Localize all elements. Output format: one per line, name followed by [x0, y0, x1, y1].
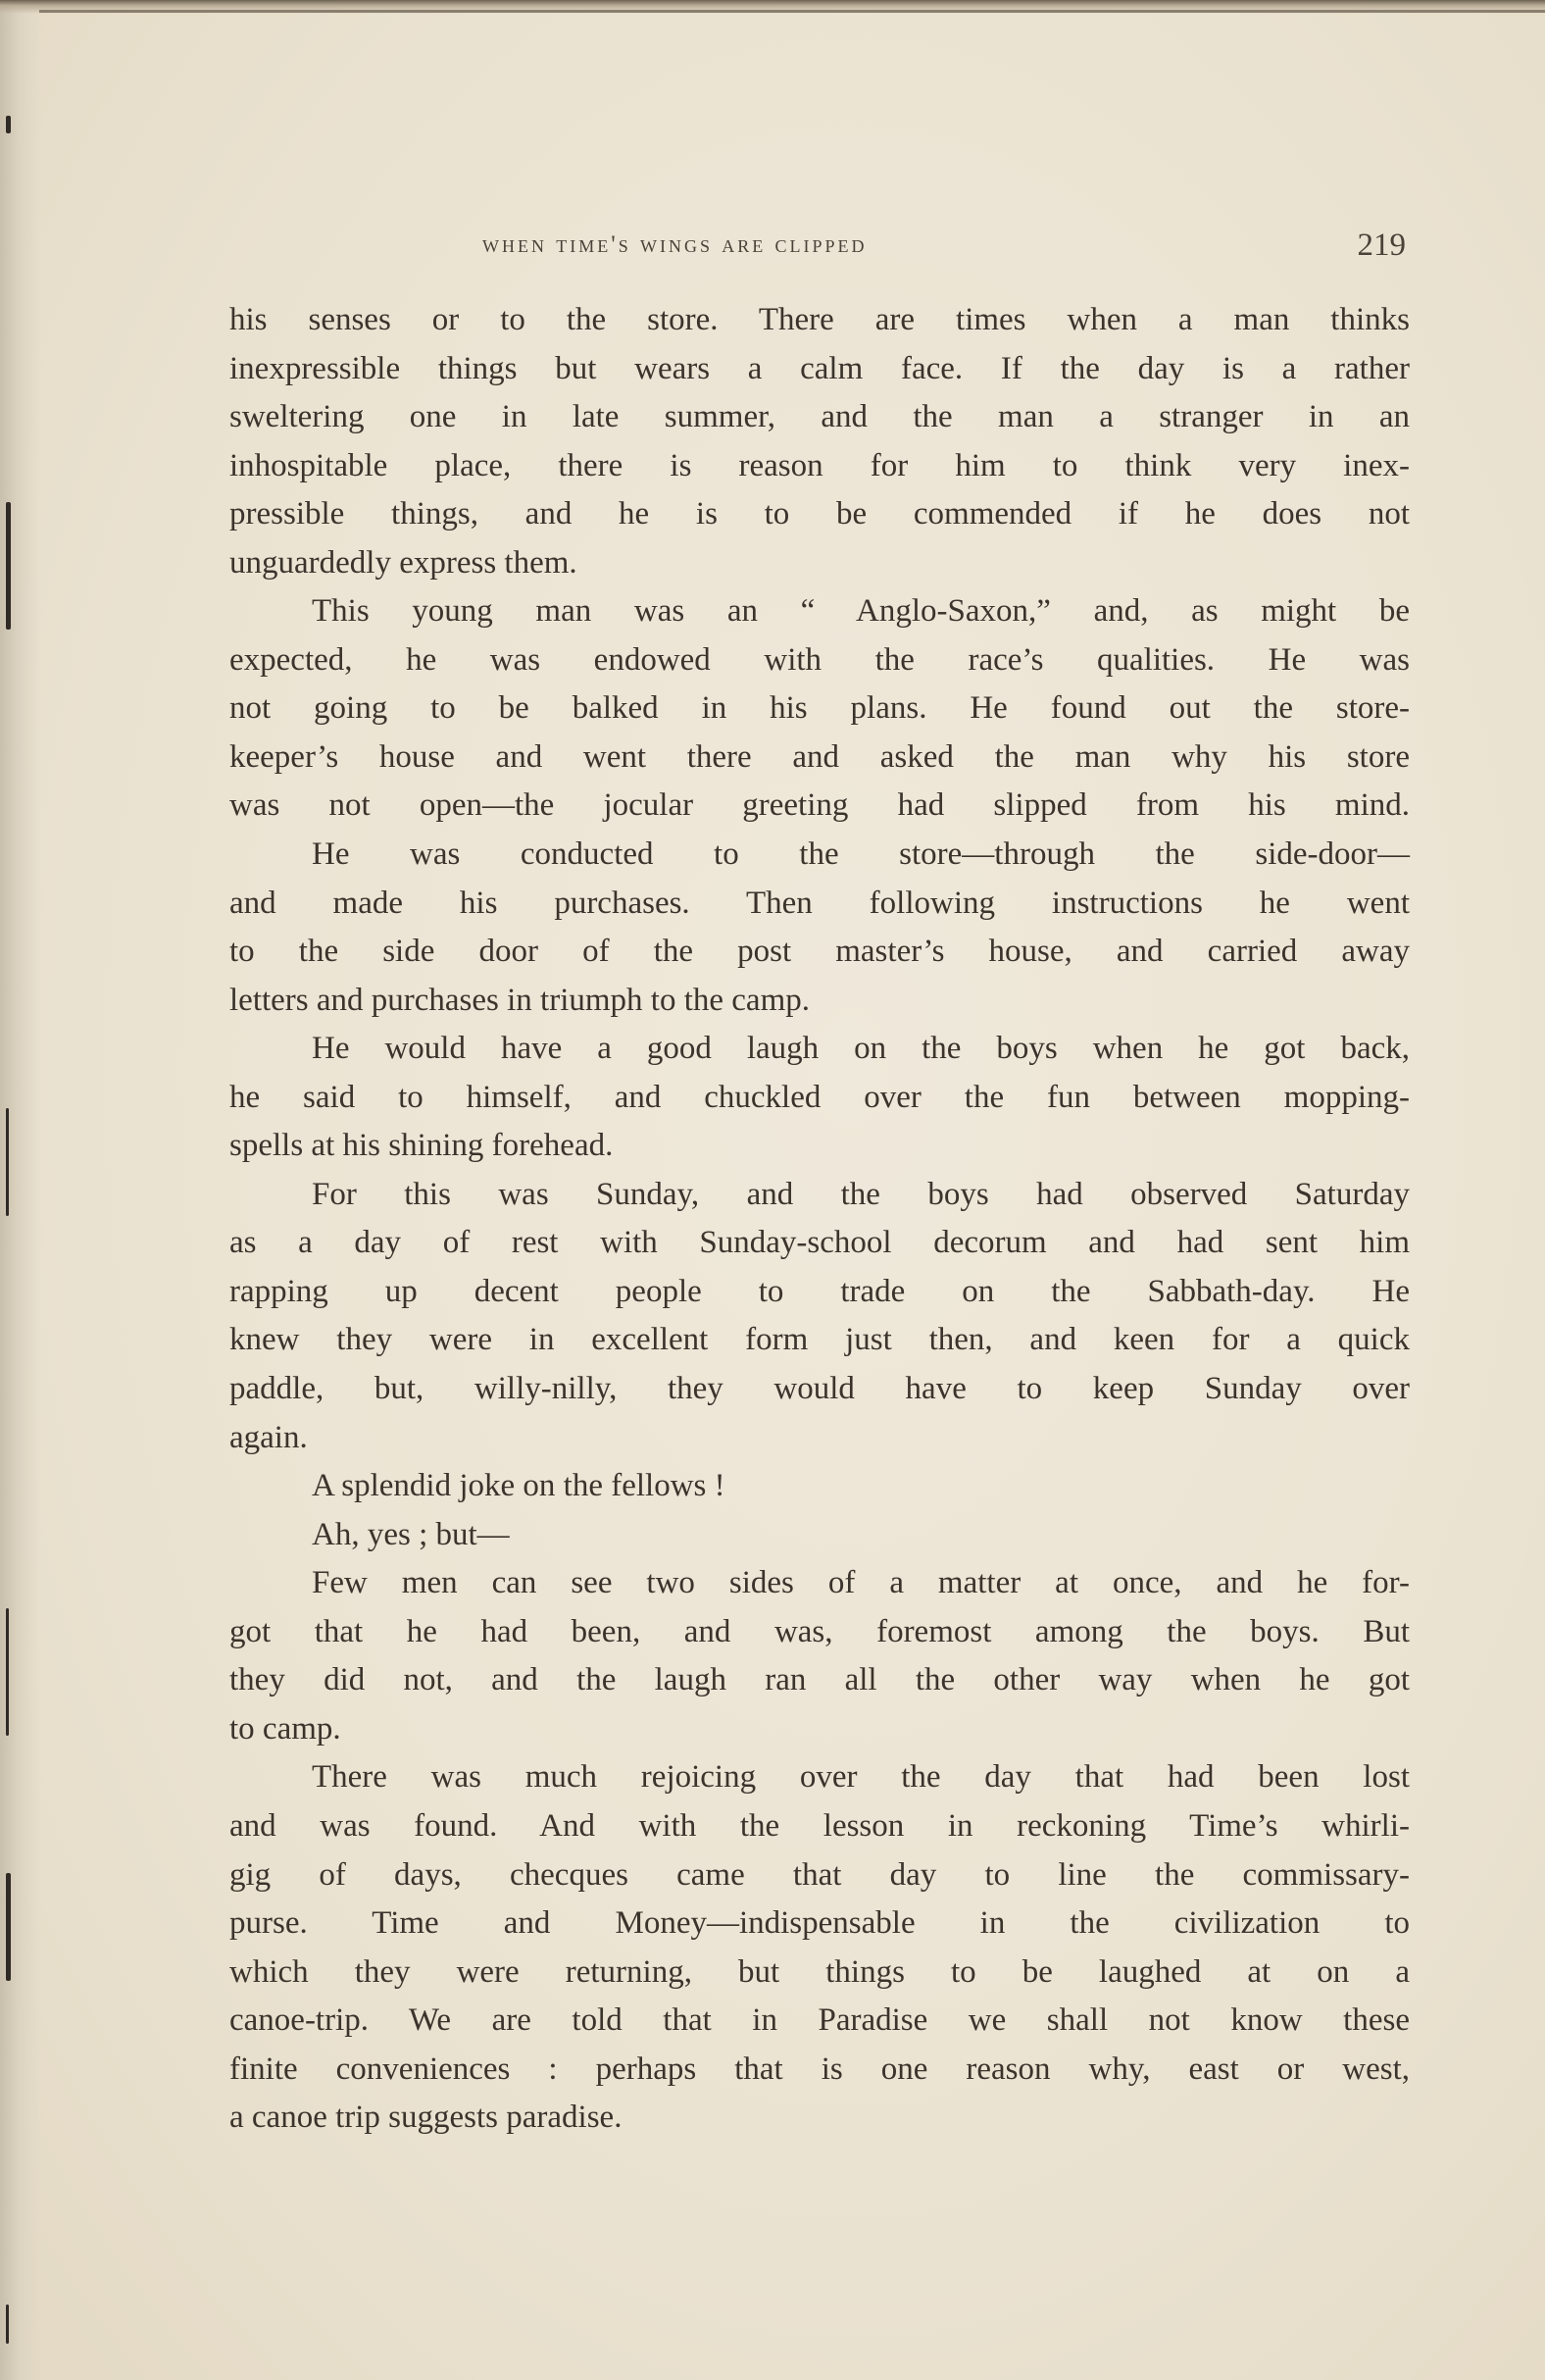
text-line: paddle, but, willy-nilly, they would have to keep Sunday over	[229, 1371, 1410, 1407]
text-line: a canoe trip suggests paradise.	[229, 2100, 623, 2136]
text-line: he said to himself, and chuckled over the fun between mopping-	[229, 1079, 1410, 1115]
text-line: his senses or to the store. There are times when a man thinks	[229, 302, 1410, 337]
text-line: sweltering one in late summer, and the man a stranger in an	[229, 399, 1410, 435]
text-line: Few men can see two sides of a matter at once, and he for-	[312, 1565, 1410, 1601]
page-top-rule	[39, 10, 1545, 13]
text-line: This young man was an “ Anglo-Saxon,” and, as might be	[312, 593, 1410, 630]
page-number: 219	[1357, 228, 1406, 263]
text-line: He was conducted to the store—through the side-door—	[312, 836, 1410, 873]
running-header	[231, 228, 1406, 267]
gutter-mark	[6, 1608, 9, 1736]
gutter-mark	[6, 1873, 11, 1981]
text-line: was not open—the jocular greeting had slipped from his mind.	[229, 787, 1410, 824]
gutter-mark	[6, 502, 11, 630]
text-line: pressible things, and he is to be commended if he does not	[229, 496, 1410, 532]
text-line: not going to be balked in his plans. He found out the store-	[229, 690, 1410, 727]
gutter-mark	[6, 116, 11, 133]
text-line: and made his purchases. Then following instructions he went	[229, 885, 1410, 921]
text-line: Ah, yes ; but—	[312, 1516, 510, 1552]
text-line: got that he had been, and was, foremost among the boys. But	[229, 1613, 1410, 1649]
text-line: as a day of rest with Sunday-school decorum and had sent him	[229, 1225, 1410, 1261]
text-line: they did not, and the laugh ran all the other way when he got	[229, 1662, 1410, 1698]
text-line: There was much rejoicing over the day that had been lost	[312, 1759, 1410, 1796]
text-line: which they were returning, but things to be laughed at on a	[229, 1953, 1410, 1990]
text-line: spells at his shining forehead.	[229, 1128, 614, 1164]
text-line: rapping up decent people to trade on the Sabbath-day. He	[229, 1273, 1410, 1309]
text-line: to the side door of the post master’s house, and carried away	[229, 934, 1410, 970]
text-line: again.	[229, 1419, 308, 1455]
gutter-mark	[6, 2304, 9, 2344]
text-line: unguardedly express them.	[229, 544, 577, 581]
text-line: keeper’s house and went there and asked the man why his store	[229, 738, 1410, 775]
text-line: finite conveniences : perhaps that is one reason why, east or west,	[229, 2051, 1410, 2087]
text-line: inhospitable place, there is reason for him to think very inex-	[229, 447, 1410, 483]
text-line: letters and purchases in triumph to the camp.	[229, 982, 811, 1018]
text-line: A splendid joke on the fellows !	[312, 1468, 725, 1504]
text-line: canoe-trip. We are told that in Paradise we shall not know these	[229, 2002, 1410, 2039]
text-line: knew they were in excellent form just then, and keen for a quick	[229, 1322, 1410, 1358]
text-line: He would have a good laugh on the boys when he got back,	[312, 1031, 1410, 1067]
text-line: and was found. And with the lesson in reckoning Time’s whirli-	[229, 1807, 1410, 1844]
text-line: inexpressible things but wears a calm face. If the day is a rather	[229, 350, 1410, 386]
text-line: purse. Time and Money—indispensable in the civilization to	[229, 1905, 1410, 1942]
gutter-mark	[6, 1108, 9, 1216]
running-title: when time's wings are clipped	[482, 231, 868, 258]
text-line: For this was Sunday, and the boys had observed Saturday	[312, 1176, 1410, 1212]
text-line: gig of days, checques came that day to line the commissary-	[229, 1856, 1410, 1893]
body-text	[229, 296, 1410, 2143]
text-line: expected, he was endowed with the race’s qualities. He was	[229, 641, 1410, 678]
text-line: to camp.	[229, 1710, 341, 1747]
